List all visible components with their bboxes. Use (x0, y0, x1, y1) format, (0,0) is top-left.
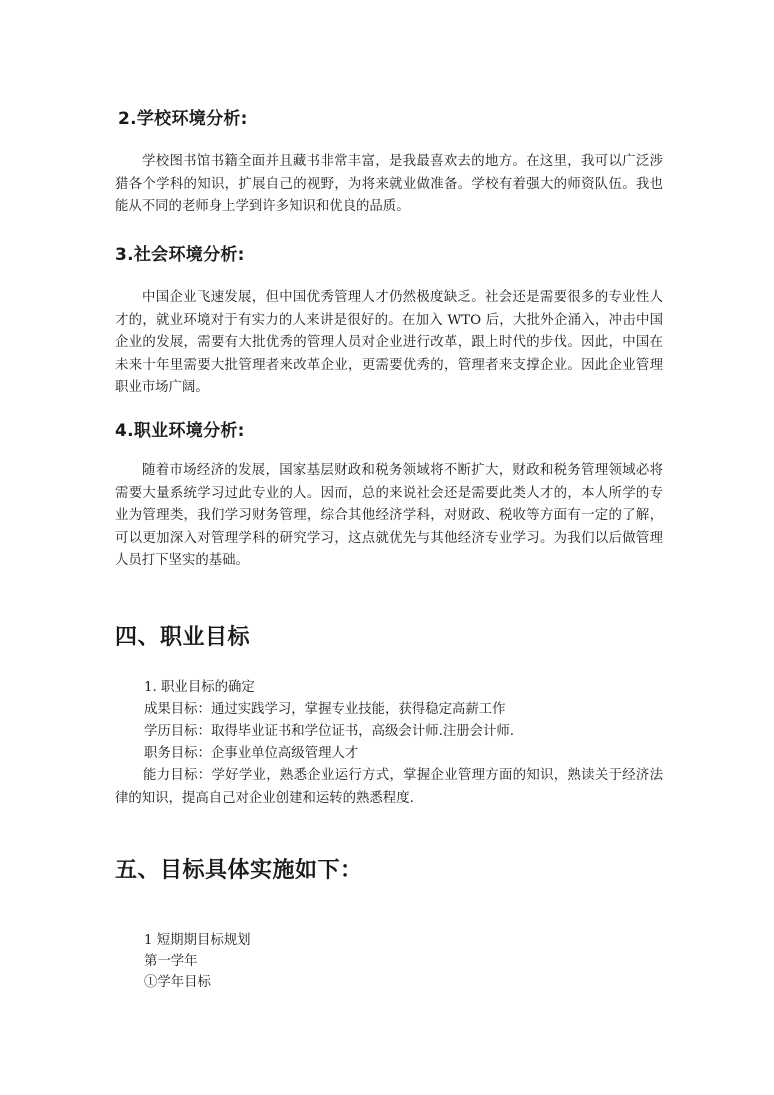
achievement-goal: 成果目标：通过实践学习，掌握专业技能，获得稳定高薪工作 (144, 702, 506, 717)
position-goal: 职务目标：企事业单位高级管理人才 (144, 746, 359, 761)
ability-goal: 能力目标：学好学业，熟悉企业运行方式，掌握企业管理方面的知识，熟读关于经济法律的知识，提高自己对企业创建和运转的熟悉程度. (115, 768, 663, 806)
education-goal: 学历目标：取得毕业证书和学位证书，高级会计师.注册会计师. (144, 724, 515, 739)
year-goal-label: ①学年目标 (144, 975, 211, 990)
implementation-heading: 五、目标具体实施如下： (115, 858, 363, 883)
school-environment-heading: 2.学校环境分析: (118, 109, 248, 129)
career-goals-heading: 四、职业目标 (115, 625, 251, 650)
social-environment-heading: 3.社会环境分析: (115, 245, 245, 265)
school-environment-paragraph: 学校图书馆书籍全面并且藏书非常丰富，是我最喜欢去的地方。在这里，我可以广泛涉猎各个学科的知识，扩展自己的视野，为将来就业做准备。学校有着强大的师资队伍。我也能从不同的老师身上学到许多知识和优良的品质。 (115, 154, 663, 214)
career-environment-heading: 4.职业环境分析: (115, 421, 245, 441)
career-environment-paragraph: 随着市场经济的发展，国家基层财政和税务领域将不断扩大，财政和税务管理领域必将需要大量系统学习过此专业的人。因而，总的来说社会还是需要此类人才的，本人所学的专业为管理类，我们学习财务管理，综合其他经济学科，对财政、税收等方面有一定的了解，可以更加深入对管理学科的研究学习，这点就优先与其他经济专业学习。为我们以后做管理人员打下坚实的基础。 (115, 463, 663, 568)
short-term-plan-title: 1 短期期目标规划 (144, 933, 251, 948)
career-goals-subheading: 1. 职业目标的确定 (144, 680, 255, 695)
social-environment-paragraph: 中国企业飞速发展，但中国优秀管理人才仍然极度缺乏。社会还是需要很多的专业性人才的，就业环境对于有实力的人来讲是很好的。在加入 WTO 后，大批外企涌入，冲击中国企业的发展，需要有大批优秀的管理人员对企业进行改革，跟上时代的步伐。因此，中国在未来十年里需要大批管理者来改革企业，更需要优秀的，管理者来支撑企业。因此企业管理职业市场广阔。 (115, 290, 663, 395)
first-year-label: 第一学年 (144, 954, 198, 969)
